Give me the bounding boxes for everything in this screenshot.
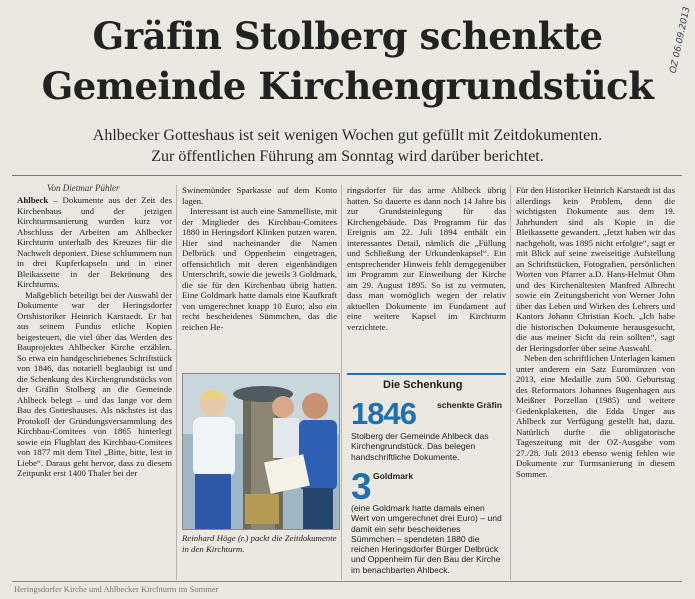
fact-box [347,373,506,578]
photo-caption: Reinhard Höge (r.) packt die Zeitdokumente in den Kirchturm. [182,533,337,554]
photo-illustration [183,374,339,529]
column-divider-2 [341,185,342,580]
fact-number-1846: 1846 [351,396,416,431]
article-column-4 [516,185,675,581]
cut-off-next-article-text: Heringsdorfer Kirche und Ahlbecker Kirchturm im Sommer [14,584,219,594]
column-2-paragraph-1: Swinemünder Sparkasse auf dem Konto lagen. [182,185,337,206]
fact-number-3: 3 [351,466,372,507]
headline-line-1: Gräfin Stolberg schenkte [92,14,603,58]
header-divider [12,175,682,176]
fact-2-text: (eine Goldmark hatte damals einen Wert von umgerechnet drei Euro) – und damit ein sehr bescheidenes Sümmchen – spendeten 1880 die reichen Heringsdorfer Bürger Delbrück und Oppenheim für den Bau der Kirche im benachbarten Ahlbeck. [351,503,502,575]
column-4-paragraph-1: Für den Historiker Heinrich Karstaedt ist das allerdings kein Problem, denn die wichtigsten Dokumente aus dem 19. Jahrhundert sind als Kopie in die Bleikassette gewandert. „Jetzt haben wir das nachgeholt, was 1895 nicht erfolgte“, sagt er mit Blick auf seine zweiseitige Aufstellung an Schriftstücken, Fotografien, persönlichen Worten von Pfarrer a.D. Hans-Helmut Ohm und des Kirchenältesten Manfred Albrecht sowie ein Zeitungsbericht von Werner John über das Leben und Wirken des Lehrers und Kantors Johann Christian Koch. „Ich habe die historischen Dokumente herausgesucht, die aus meiner Sicht da rein sollten“, sagt der Heringsdorfer über seine Auswahl. [516,185,675,353]
byline: Von Dietmar Pühler [47,183,120,193]
handwritten-date-note: OZ 06.09.2013 [668,6,693,75]
column-divider-3 [510,185,511,580]
dateline: Ahlbeck [17,195,49,205]
article-photo [182,373,340,530]
subheadline-line-1: Ahlbecker Gotteshaus ist seit wenigen Wochen gut gefüllt mit Zeitdokumenten. [92,127,603,144]
column-2-paragraph-2: Interessant ist auch eine Sammelliste, mit der Mitglieder des Kirchbau-Comitees 1880 in Heringsdorf Klinken putzen waren. Hier sind nacheinander die Namen Delbrück und Oppenheim eingetragen, offensichtlich mit deren eigenhändigen Unterschrift, sowie die jeweils 3 Goldmark, die sie für den Kirchenbau übrig hatten. Eine Goldmark hatte damals eine Kaufkraft von umgerechnet knapp 10 Euro; also ein recht bescheidenes Sümmchen, das die reichen He- [182,206,337,332]
column-4-paragraph-2: Neben den schriftlichen Unterlagen kamen unter anderem ein Satz Euromünzen von 2013, eine Medaille zum 500. Geburtstag des Reformators Johannes Bugenhagen aus Meißner Porzellan (1985) und weitere Gedenkplaketten, die Edda Unger aus Ahlbeck zur Verfügung gestellt hat, dazu. Natürlich durfte die obligatorische Tageszeitung mit der OZ-Ausgabe vom 27./28. Juli 2013 ebenso wenig fehlen wie Dokumente zur Turmsanierung in diesem Sommer. [516,353,675,479]
column-3-paragraph-1: ringsdorfer für das arme Ahlbeck übrig hatten. So dauerte es dann noch 14 Jahre bis zur Grundsteinlegung für das Kirchengebäude. Das Programm für das Ereignis am 22. Juli 1894 enthält ein interessantes Detail, nämlich die „Füllung und Schließung der Urkundenkapsel“. Ein entsprechender Hinweis fehlt demgegenüber im Programm zur Einweihung der Kirche am 29. August 1895. So ist zu vermuten, dass man womöglich wegen der relativ aktuellen Dokumente im Fundament auf eine weitere Kapsel im Kirchturm verzichtete. [347,185,506,332]
fact-2-lead: Goldmark [373,471,414,481]
article-column-1 [17,195,172,565]
column-1-paragraph-2: Maßgeblich beteiligt bei der Auswahl der Dokumente war der Heringsdorfer Ortshistoriker Heinrich Karstaedt. Er hat aus seinem Fundus etliche Kopien beigesteuert, die viel über das Werden des Bauprojektes Ahlbecker Kirche erzählen. So etwa ein handgeschriebenes Schriftstück von 1846, das notariell beglaubigt ist und die Schenkung des Kirchengrundstücks von der Gräfin Stolberg an die Gemeinde Ahlbeck belegt – und das lange vor dem Bau des Gotteshauses. Als nächstes ist das Protokoll der Gründungsversammlung des Kirchbau-Comitees von 1865 hinterlegt sowie ein Flugblatt des Kirchbau-Comitees von 1877 mit dem Titel „Bitte, bitte, lest in Liebe“. Daraus geht hervor, dass zu diesem Zeitpunkt erst 1400 Thaler bei der [17,289,172,478]
subheadline-line-2: Zur öffentlichen Führung am Sonntag wird darüber berichtet. [151,148,544,165]
fact-1-lead: schenkte Gräfin [437,400,502,410]
column-1-paragraph-1: Ahlbeck – Dokumente aus der Zeit des Kirchenbaus und der jetzigen Kirchturmsanierung wurden kurz vor Abschluss der Arbeiten am Ahlbecker Kirchturm unterhalb des Kreuzes für die Nachwelt deponiert. Diese schlummern nun in drei Kupferkapseln und in einer Bleikassette in der Bekrönung des Kirchturms. [17,195,172,289]
headline-line-2: Gemeinde Kirchengrundstück [41,64,654,108]
column-divider-1 [176,185,177,580]
article-column-2 [182,185,337,372]
article-column-3 [347,185,506,370]
fact-box-title: Die Schenkung [347,373,506,393]
fact-1-text: Stolberg der Gemeinde Ahlbeck das Kirchengrundstück. Das belegen handschriftliche Dokumente. [351,431,489,462]
footer-divider [12,581,682,582]
